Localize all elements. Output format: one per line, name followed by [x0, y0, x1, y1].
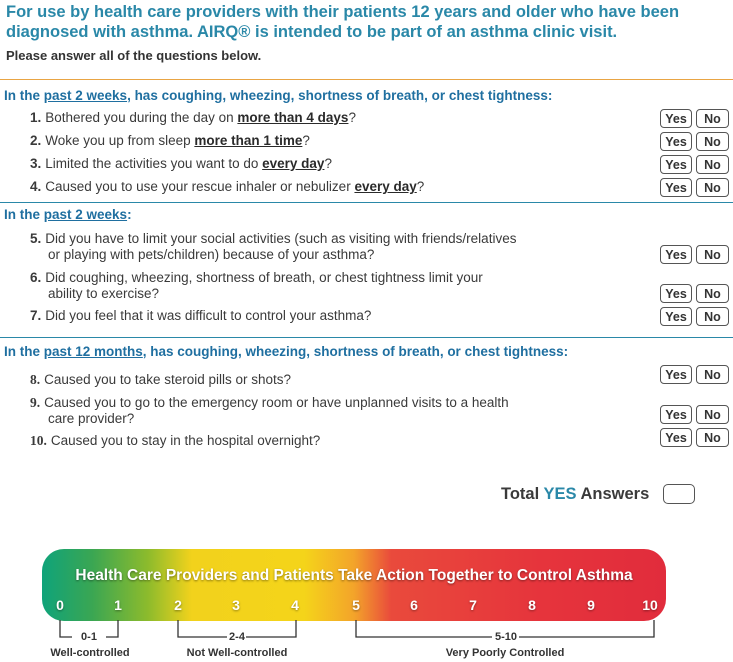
question-6	[30, 270, 600, 302]
answer-q2	[660, 132, 729, 151]
yes-checkbox-q2[interactable]: Yes	[660, 132, 692, 151]
question-emphasis: every day	[262, 156, 325, 171]
scale-number-9: 9	[587, 597, 595, 613]
section-heading-1-pre: In the	[4, 88, 44, 103]
question-text: Did you feel that it was difficult to control your asthma?	[45, 308, 372, 323]
no-checkbox-q10[interactable]: No	[696, 428, 729, 447]
question-number: 6.	[30, 270, 42, 285]
scale-number-6: 6	[410, 597, 418, 613]
section-heading-3-period: past 12 months	[43, 344, 143, 359]
answer-q7	[660, 307, 729, 326]
question-text-line-2: ability to exercise?	[48, 286, 160, 301]
question-text-line-2: or playing with pets/children) because of your asthma?	[48, 247, 375, 262]
section-heading-1-period: past 2 weeks	[43, 88, 128, 103]
answer-q3	[660, 155, 729, 174]
scale-number-4: 4	[291, 597, 299, 613]
question-5	[30, 231, 600, 263]
answer-q9	[660, 405, 729, 424]
section-divider	[0, 337, 733, 338]
range-not-well-controlled: 2-4	[229, 631, 245, 643]
scale-title: Health Care Providers and Patients Take Action Together to Control Asthma	[75, 567, 633, 584]
total-post: Answers	[576, 485, 650, 503]
yes-checkbox-q4[interactable]: Yes	[660, 178, 692, 197]
question-text-line-1: Did coughing, wheezing, shortness of breath, or chest tightness limit your	[45, 270, 483, 285]
section-heading-1-post: , has coughing, wheezing, shortness of breath, or chest tightness:	[127, 88, 553, 103]
instructions: Please answer all of the questions below.	[6, 48, 262, 63]
question-4	[30, 179, 600, 195]
answer-q1	[660, 109, 729, 128]
top-divider	[0, 79, 733, 80]
question-text-line-2: care provider?	[48, 411, 135, 426]
question-text: Caused you to stay in the hospital overnight?	[50, 433, 321, 448]
question-number: 4.	[30, 179, 42, 194]
question-number: 2.	[30, 133, 42, 148]
question-text-line-1: Did you have to limit your social activities (such as visiting with friends/relatives	[45, 231, 517, 246]
question-emphasis: every day	[354, 179, 417, 194]
no-checkbox-q5[interactable]: No	[696, 245, 729, 264]
label-very-poorly-controlled: Very Poorly Controlled	[445, 647, 565, 659]
question-end: ?	[324, 156, 332, 171]
section-heading-2-period: past 2 weeks	[43, 207, 128, 222]
scale-number-10: 10	[642, 597, 658, 613]
no-checkbox-q7[interactable]: No	[696, 307, 729, 326]
intro-line-1: For use by health care providers with their patients 12 years and older who have been	[6, 3, 680, 21]
scale-number-0: 0	[56, 597, 64, 613]
question-text: Bothered you during the day on	[45, 110, 238, 125]
question-text: Limited the activities you want to do	[45, 156, 263, 171]
question-emphasis: more than 1 time	[194, 133, 303, 148]
question-text: Caused you to take steroid pills or shots?	[44, 372, 292, 387]
question-number: 1.	[30, 110, 42, 125]
yes-checkbox-q8[interactable]: Yes	[660, 365, 692, 384]
range-well-controlled: 0-1	[81, 631, 97, 643]
no-checkbox-q1[interactable]: No	[696, 109, 729, 128]
section-heading-2	[4, 207, 132, 223]
question-8	[30, 372, 600, 388]
question-number: 10.	[30, 433, 47, 448]
question-text: Woke you up from sleep	[45, 133, 195, 148]
scale-number-3: 3	[232, 597, 240, 613]
question-number: 5.	[30, 231, 42, 246]
scale-number-5: 5	[352, 597, 360, 613]
question-number: 3.	[30, 156, 42, 171]
scale-number-2: 2	[174, 597, 182, 613]
answer-q5	[660, 245, 729, 264]
scale-number-1: 1	[114, 597, 122, 613]
range-very-poorly-controlled: 5-10	[494, 631, 518, 643]
yes-checkbox-q9[interactable]: Yes	[660, 405, 692, 424]
question-emphasis: more than 4 days	[237, 110, 349, 125]
no-checkbox-q6[interactable]: No	[696, 284, 729, 303]
no-checkbox-q8[interactable]: No	[696, 365, 729, 384]
scale-number-7: 7	[469, 597, 477, 613]
yes-checkbox-q7[interactable]: Yes	[660, 307, 692, 326]
yes-checkbox-q5[interactable]: Yes	[660, 245, 692, 264]
question-3	[30, 156, 600, 172]
question-number: 9.	[30, 395, 41, 410]
section-heading-3-post: , has coughing, wheezing, shortness of breath, or chest tightness:	[142, 344, 569, 359]
no-checkbox-q2[interactable]: No	[696, 132, 729, 151]
question-10	[30, 433, 600, 449]
yes-checkbox-q6[interactable]: Yes	[660, 284, 692, 303]
section-heading-3-pre: In the	[4, 344, 44, 359]
no-checkbox-q4[interactable]: No	[696, 178, 729, 197]
total-pre: Total	[501, 485, 544, 503]
section-heading-2-post: :	[127, 207, 132, 222]
yes-checkbox-q10[interactable]: Yes	[660, 428, 692, 447]
scale-number-8: 8	[528, 597, 536, 613]
question-number: 8.	[30, 372, 41, 387]
intro-line-2: diagnosed with asthma. AIRQ® is intended to be part of an asthma clinic visit.	[6, 23, 618, 41]
label-not-well-controlled: Not Well-controlled	[186, 647, 288, 659]
question-end: ?	[416, 179, 425, 194]
answer-q4	[660, 178, 729, 197]
control-scale-bar	[42, 549, 666, 621]
answer-q10	[660, 428, 729, 447]
label-well-controlled: Well-controlled	[50, 647, 130, 659]
total-yes-label	[501, 485, 649, 504]
answer-q6	[660, 284, 729, 303]
yes-checkbox-q1[interactable]: Yes	[660, 109, 692, 128]
total-yes-word: YES	[543, 485, 577, 503]
section-heading-1	[4, 88, 552, 104]
yes-checkbox-q3[interactable]: Yes	[660, 155, 692, 174]
question-end: ?	[302, 133, 310, 148]
no-checkbox-q3[interactable]: No	[696, 155, 729, 174]
total-yes-input[interactable]	[663, 484, 695, 504]
section-heading-3	[4, 344, 568, 360]
question-text-line-1: Caused you to go to the emergency room or have unplanned visits to a health	[44, 395, 509, 410]
no-checkbox-q9[interactable]: No	[696, 405, 729, 424]
section-heading-2-pre: In the	[4, 207, 44, 222]
question-2	[30, 133, 600, 149]
question-number: 7.	[30, 308, 42, 323]
question-7	[30, 308, 600, 324]
question-1	[30, 110, 600, 126]
question-end: ?	[348, 110, 356, 125]
question-text: Caused you to use your rescue inhaler or nebulizer	[45, 179, 355, 194]
intro-text	[6, 2, 726, 42]
question-9	[30, 395, 600, 427]
section-divider	[0, 202, 733, 203]
answer-q8	[660, 365, 729, 384]
